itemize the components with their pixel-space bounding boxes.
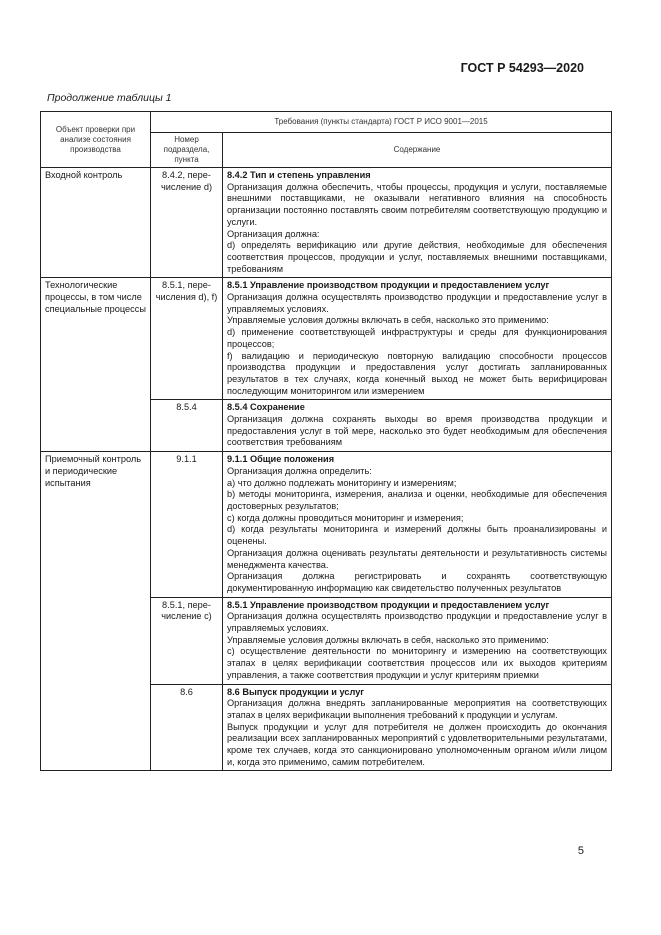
object-cell: Технологические процессы, в том числе специальные процессы [41,278,151,452]
document-code: ГОСТ Р 54293—2020 [460,61,584,75]
content-line: Организация должна обеспечить, чтобы процессы, продукция и услуги, поставляемые внешними поставщиками, не оказывали негативного влияния на способность организации постоянно поставлять своим потребителям соответствующую продукцию и услуги. [227,181,608,227]
content-line: Организация должна осуществлять производство продукции и предоставление услуг в управляемых условиях. [227,611,608,634]
content-heading: 8.4.2 Тип и степень управления [227,170,371,180]
object-cell: Приемочный контроль и периодические испытания [41,452,151,771]
content-line: Организация должна сохранять выходы во время производства продукции и предоставления услуг в той мере, насколько это будет необходимым для обеспечения соответствия требованиям [227,414,608,448]
number-cell: 8.4.2, пере-числение d) [151,168,223,278]
content-heading: 8.6 Выпуск продукции и услуг [227,686,365,697]
content-line: Организация должна регистрировать и сохранять соответствующую документированную информацию как свидетельство полученных результатов [227,571,608,593]
number-cell: 9.1.1 [151,452,223,597]
content-line: Организация должна: [227,228,320,239]
content-line: Управляемые условия должны включать в себя, насколько это применимо: [227,634,549,645]
header-content: Содержание [223,133,612,168]
content-cell [223,684,612,771]
content-line: f) валидацию и периодическую повторную валидацию способности процессов производства продукции и предоставления услуг достигать запланированных результатов в тех случаях, когда конечный выход не может быть верифицирован последующим мониторингом или измерением [227,350,608,396]
table-row [41,452,612,597]
content-heading: 8.5.1 Управление производством продукции и предоставлением услуг [227,280,550,291]
content-line: Управляемые условия должны включать в себя, насколько это применимо: [227,315,549,326]
content-heading: 9.1.1 Общие положения [227,454,335,465]
content-line: c) когда должны проводиться мониторинг и измерения; [227,512,464,523]
header-object: Объект проверки при анализе состояния производства [41,112,151,168]
content-line: b) методы мониторинга, измерения, анализа и оценки, необходимые для обеспечения достоверных результатов; [227,489,608,511]
content-line: d) определять верификацию или другие действия, необходимые для обеспечения соответствия процессов, продукции и услуг, поставляемых внешними поставщиками, требованиям [227,240,608,274]
header-number: Номер подраздела, пункта [151,133,223,168]
content-line: c) осуществление деятельности по мониторингу и измерению на соответствующих этапах в целях верификации соответствия процессов или их выходов критериям управления, а также соответствия продукции и услуг критериям приемки [227,646,608,680]
header-requirements: Требования (пункты стандарта) ГОСТ Р ИСО 9001—2015 [151,112,612,133]
content-line: Выпуск продукции и услуг для потребителя не должен происходить до окончания реализации всех запланированных мероприятий с удовлетворительными результатами, кроме тех случаев, когда это санкционировано уполномоченным органом и/или лицом и, когда это применимо, самим потребителем. [227,721,608,767]
content-line: Организация должна осуществлять производство продукции и предоставление услуг в управляемых условиях. [227,292,608,314]
page-number: 5 [577,845,584,857]
number-cell: 8.6 [151,684,223,771]
content-line: d) когда результаты мониторинга и измерений должны быть проанализированы и оценены. [227,524,608,547]
number-cell: 8.5.1, пере-числение c) [151,597,223,684]
content-cell [223,278,612,400]
content-line: a) что должно подлежать мониторингу и измерениям; [227,477,457,488]
table-continuation-label: Продолжение таблицы 1 [47,92,172,104]
number-cell: 8.5.4 [151,400,223,452]
content-cell [223,168,612,278]
content-cell [223,597,612,684]
content-line: Организация должна внедрять запланированные мероприятия на соответствующих этапах в целях верификации выполнения требований к продукции и услугам. [227,698,608,720]
table-row [41,278,612,400]
content-line: d) применение соответствующей инфраструктуры и среды для функционирования процессов; [227,327,608,349]
content-heading: 8.5.1 Управление производством продукции и предоставлением услуг [227,599,550,610]
content-line: Организация должна оценивать результаты деятельности и результативность системы менеджмента качества. [227,547,608,570]
content-line: Организация должна определить: [227,465,372,476]
number-cell: 8.5.1, пере-числения d), f) [151,278,223,400]
object-cell: Входной контроль [41,168,151,278]
content-cell [223,400,612,452]
content-heading: 8.5.4 Сохранение [227,402,305,413]
content-cell [223,452,612,597]
requirements-table [40,111,612,771]
table-row [41,168,612,278]
